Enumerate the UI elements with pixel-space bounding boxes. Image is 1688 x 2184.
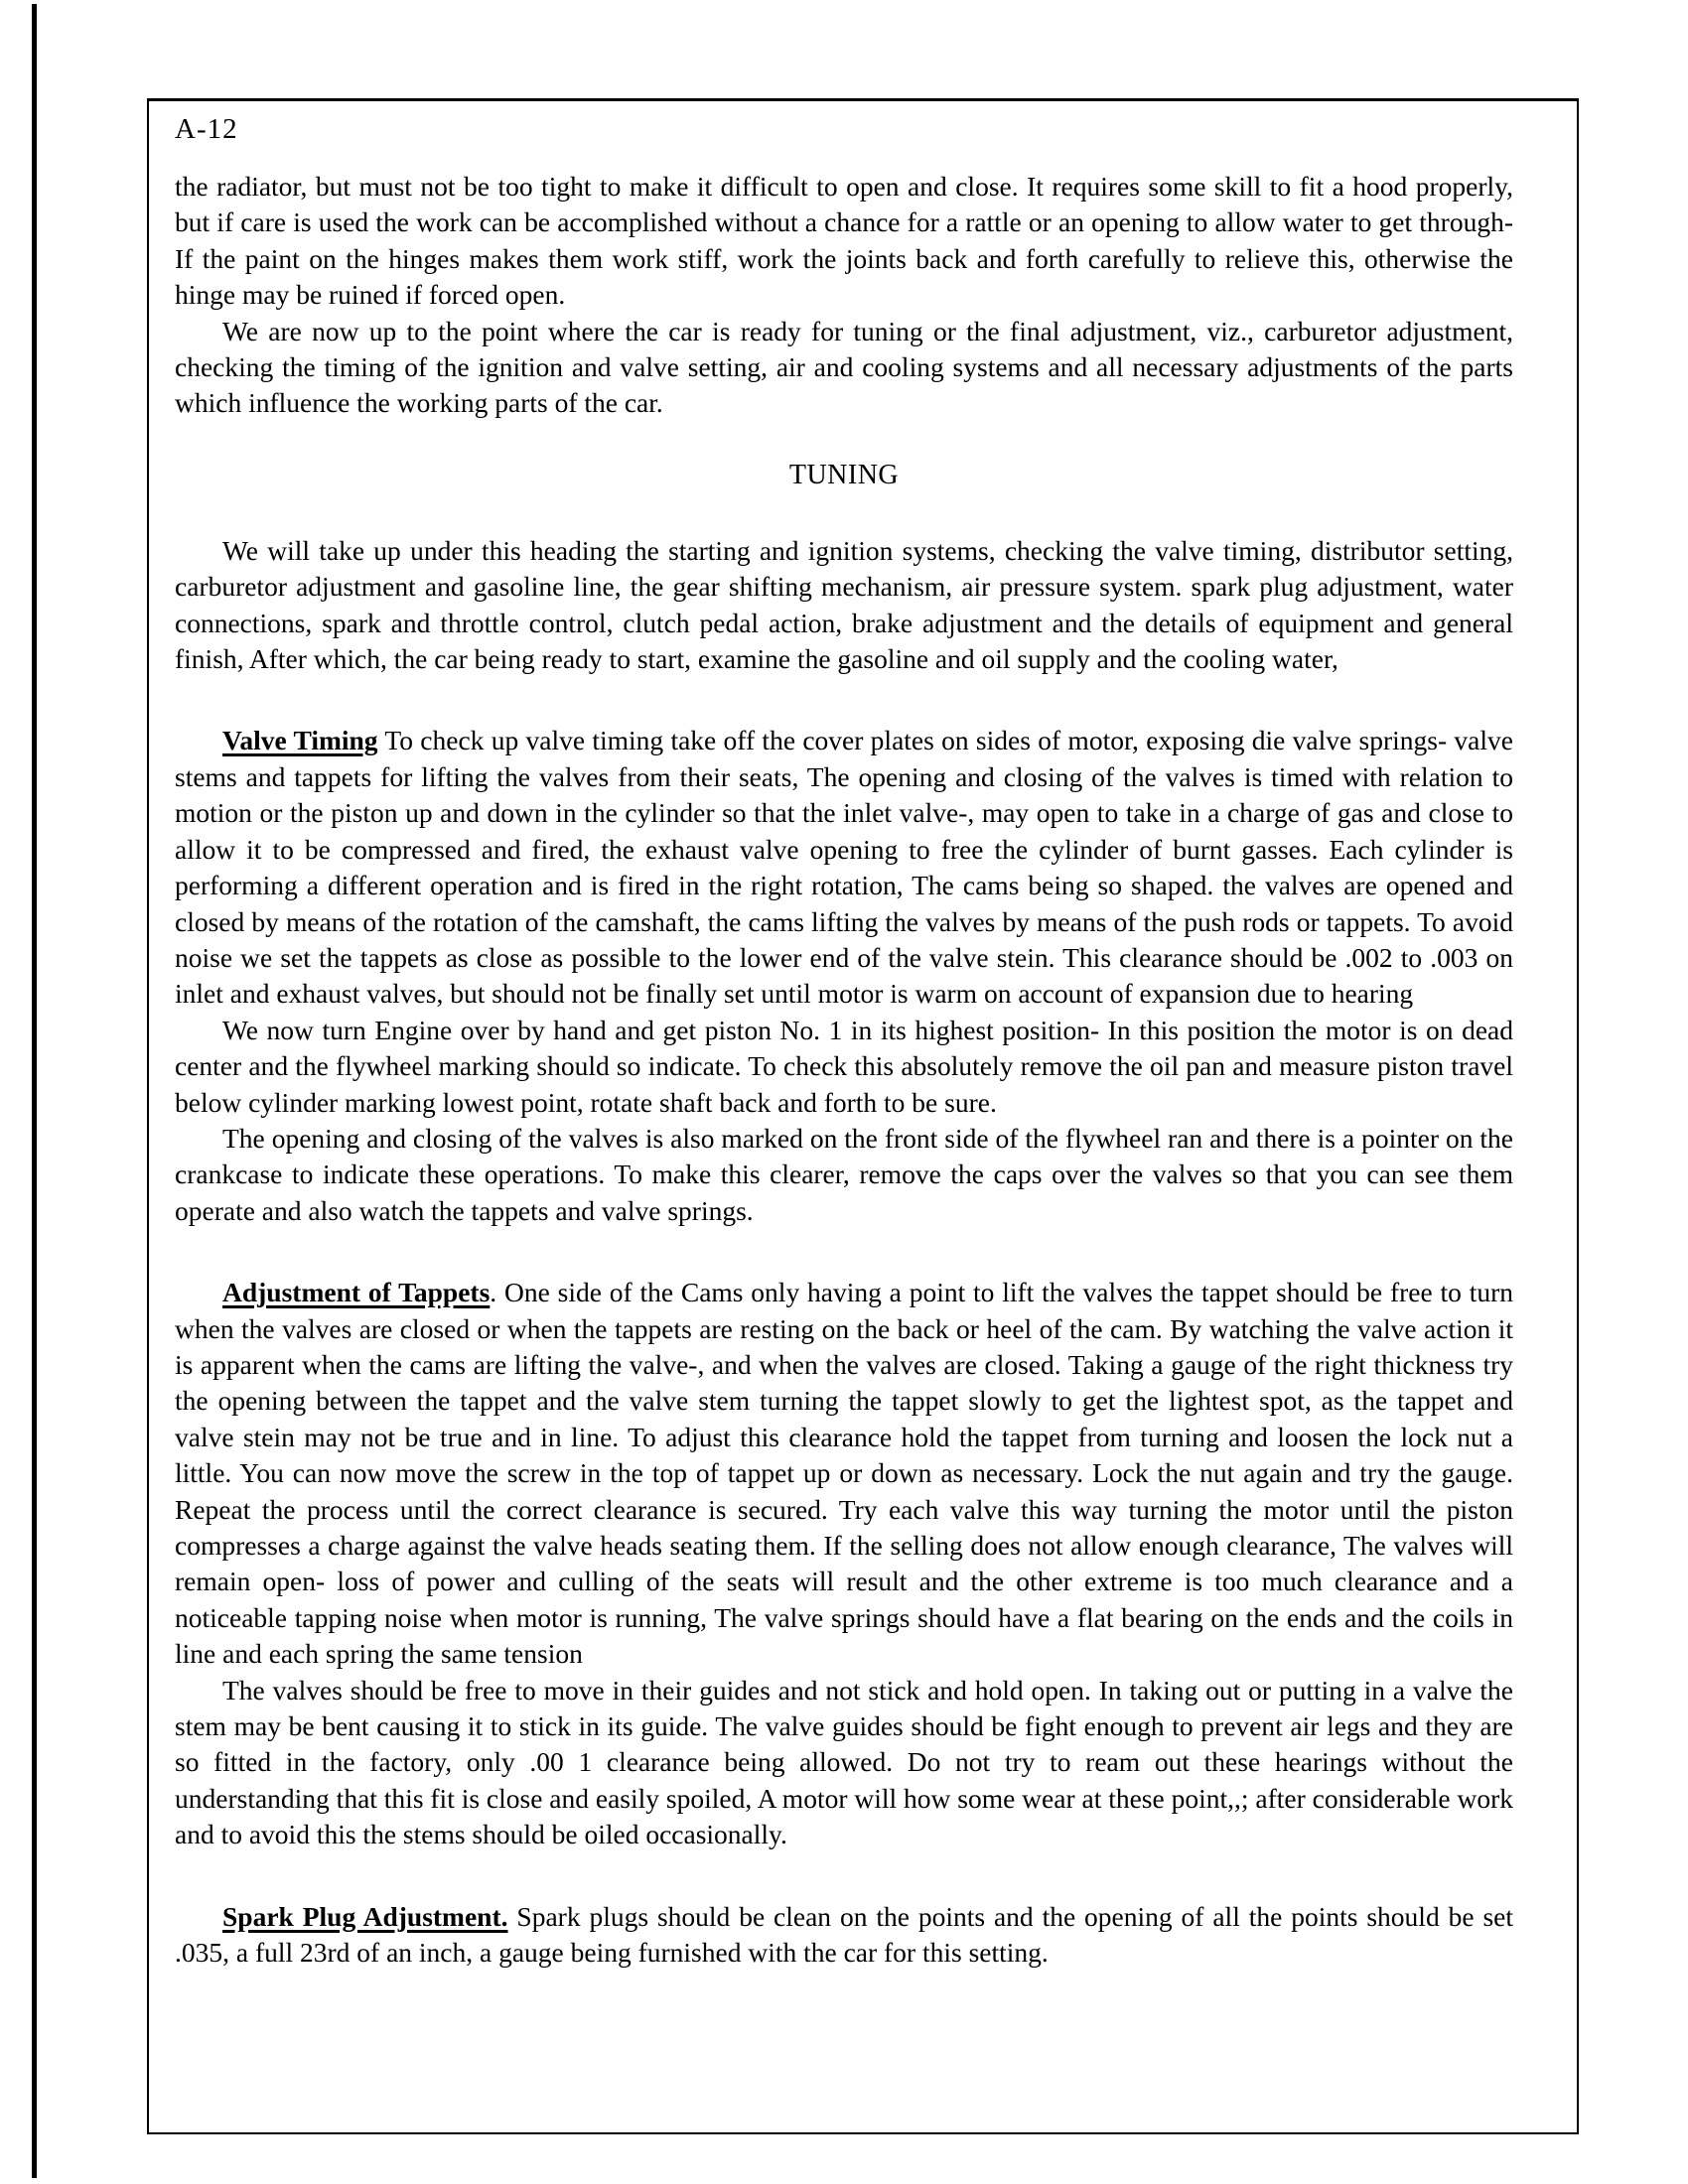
page-number: A-12 — [175, 113, 238, 145]
paragraph — [175, 723, 1513, 1012]
section-title: Adjustment of Tappets — [222, 1277, 491, 1308]
paragraph-text: Spark plugs should be clean on the points and the opening of all the points should be set .035, a full 23rd of an inch, a gauge being furnished with the car for this setting. — [175, 1900, 1513, 1969]
paragraph — [175, 1275, 1513, 1672]
paragraph-text: We are now up to the point where the car is ready for tuning or the final adjustment, viz., carburetor adjustment, checking the timing of the ignition and valve setting, air and cooling systems and all necessary adjustments of the parts which influence the working parts of the car. — [175, 315, 1513, 419]
section-heading: TUNING — [788, 459, 900, 490]
paragraph-text: The valves should be free to move in their guides and not stick and hold open. In taking out or putting in a valve the stem may be bent causing it to stick in its guide. The valve guides should be fight enough to prevent air legs and they are so fitted in the factory, only .00 1 clearance being allowed. Do not try to ream out these hearings without the understanding that this fit is close and easily spoiled, A motor will how some wear at these point,,; after considerable work and to avoid this the stems should be oiled occasionally. — [175, 1674, 1513, 1850]
paragraph — [175, 1013, 1513, 1121]
page-border-box — [147, 98, 1579, 2134]
section-title: Valve Timing — [222, 725, 378, 756]
paragraph — [175, 1899, 1513, 1972]
paragraph-text: We now turn Engine over by hand and get piston No. 1 in its highest position- In this position the motor is on dead center and the flywheel marking should so indicate. To check this absolutely remove the oil pan and measure piston travel below cylinder marking lowest point, rotate shaft back and forth to be sure. — [175, 1014, 1513, 1118]
paragraph-text: the radiator, but must not be too tight to make it difficult to open and close. It requires some skill to fit a hood properly, but if care is used the work can be accomplished without a chance for a rattle or an opening to allow water to get through- If the paint on the hinges makes them work stiff, work the joints back and forth carefully to relieve this, otherwise the hinge may be ruined if forced open. — [175, 171, 1513, 311]
paragraph — [175, 314, 1513, 422]
paragraph — [175, 533, 1513, 678]
paragraph — [175, 1673, 1513, 1853]
paragraph-text: We will take up under this heading the starting and ignition systems, checking the valve timing, distributor setting, carburetor adjustment and gasoline line, the gear shifting mechanism, air pressure system. spark plug adjustment, water connections, spark and throttle control, clutch pedal action, brake adjustment and the details of equipment and general finish, After which, the car being ready to start, examine the gasoline and oil supply and the cooling water, — [175, 534, 1513, 675]
paragraph — [175, 1121, 1513, 1229]
paragraph-text: The opening and closing of the valves is also marked on the front side of the flywheel ran and there is a pointer on the crankcase to indicate these operations. To make this clearer, remove the caps over the valves so that you can see them operate and also watch the tappets and valve springs. — [175, 1122, 1513, 1226]
scan-edge-line — [32, 4, 37, 2178]
document-body — [175, 169, 1513, 1971]
paragraph — [175, 169, 1513, 314]
paragraph-text: . One side of the Cams only having a point to lift the valves the tappet should be free to turn when the valves are closed or when the tappets are resting on the back or heel of the cam. By watching the valve action it is apparent when the cams are lifting the valve-, and when the valves are closed. Taking a gauge of the right thickness try the opening between the tappet and the valve stem turning the tappet slowly to get the lightest spot, as the tappet and valve stein may not be true and in line. To adjust this clearance hold the tappet from turning and loosen the lock nut a little. You can now move the screw in the top of tappet up or down as necessary. Lock the nut again and try the gauge. Repeat the process until the correct clearance is secured. Try each valve this way turning the motor until the piston compresses a charge against the valve heads seating them. If the selling does not allow enough clearance, The valves will remain open- loss of power and culling of the seats will result and the other extreme is too much clearance and a noticeable tapping noise when motor is running, The valve springs should have a flat bearing on the ends and the coils in line and each spring the same tension — [175, 1277, 1513, 1670]
paragraph-text: To check up valve timing take off the cover plates on sides of motor, exposing die valve springs- valve stems and tappets for lifting the valves from their seats, The opening and closing of the valves is timed with relation to motion or the piston up and down in the cylinder so that the inlet valve-, may open to take in a charge of gas and close to allow it to be compressed and fired, the exhaust valve opening to free the cylinder of burnt gasses. Each cylinder is performing a different operation and is fired in the right rotation, The cams being so shaped. the valves are opened and closed by means of the rotation of the camshaft, the cams lifting the valves by means of the push rods or tappets. To avoid noise we set the tappets as close as possible to the lower end of the valve stein. This clearance should be .002 to .003 on inlet and exhaust valves, but should not be finally set until motor is warm on account of expansion due to hearing — [175, 725, 1513, 1010]
section-title: Spark Plug Adjustment. — [222, 1900, 508, 1932]
